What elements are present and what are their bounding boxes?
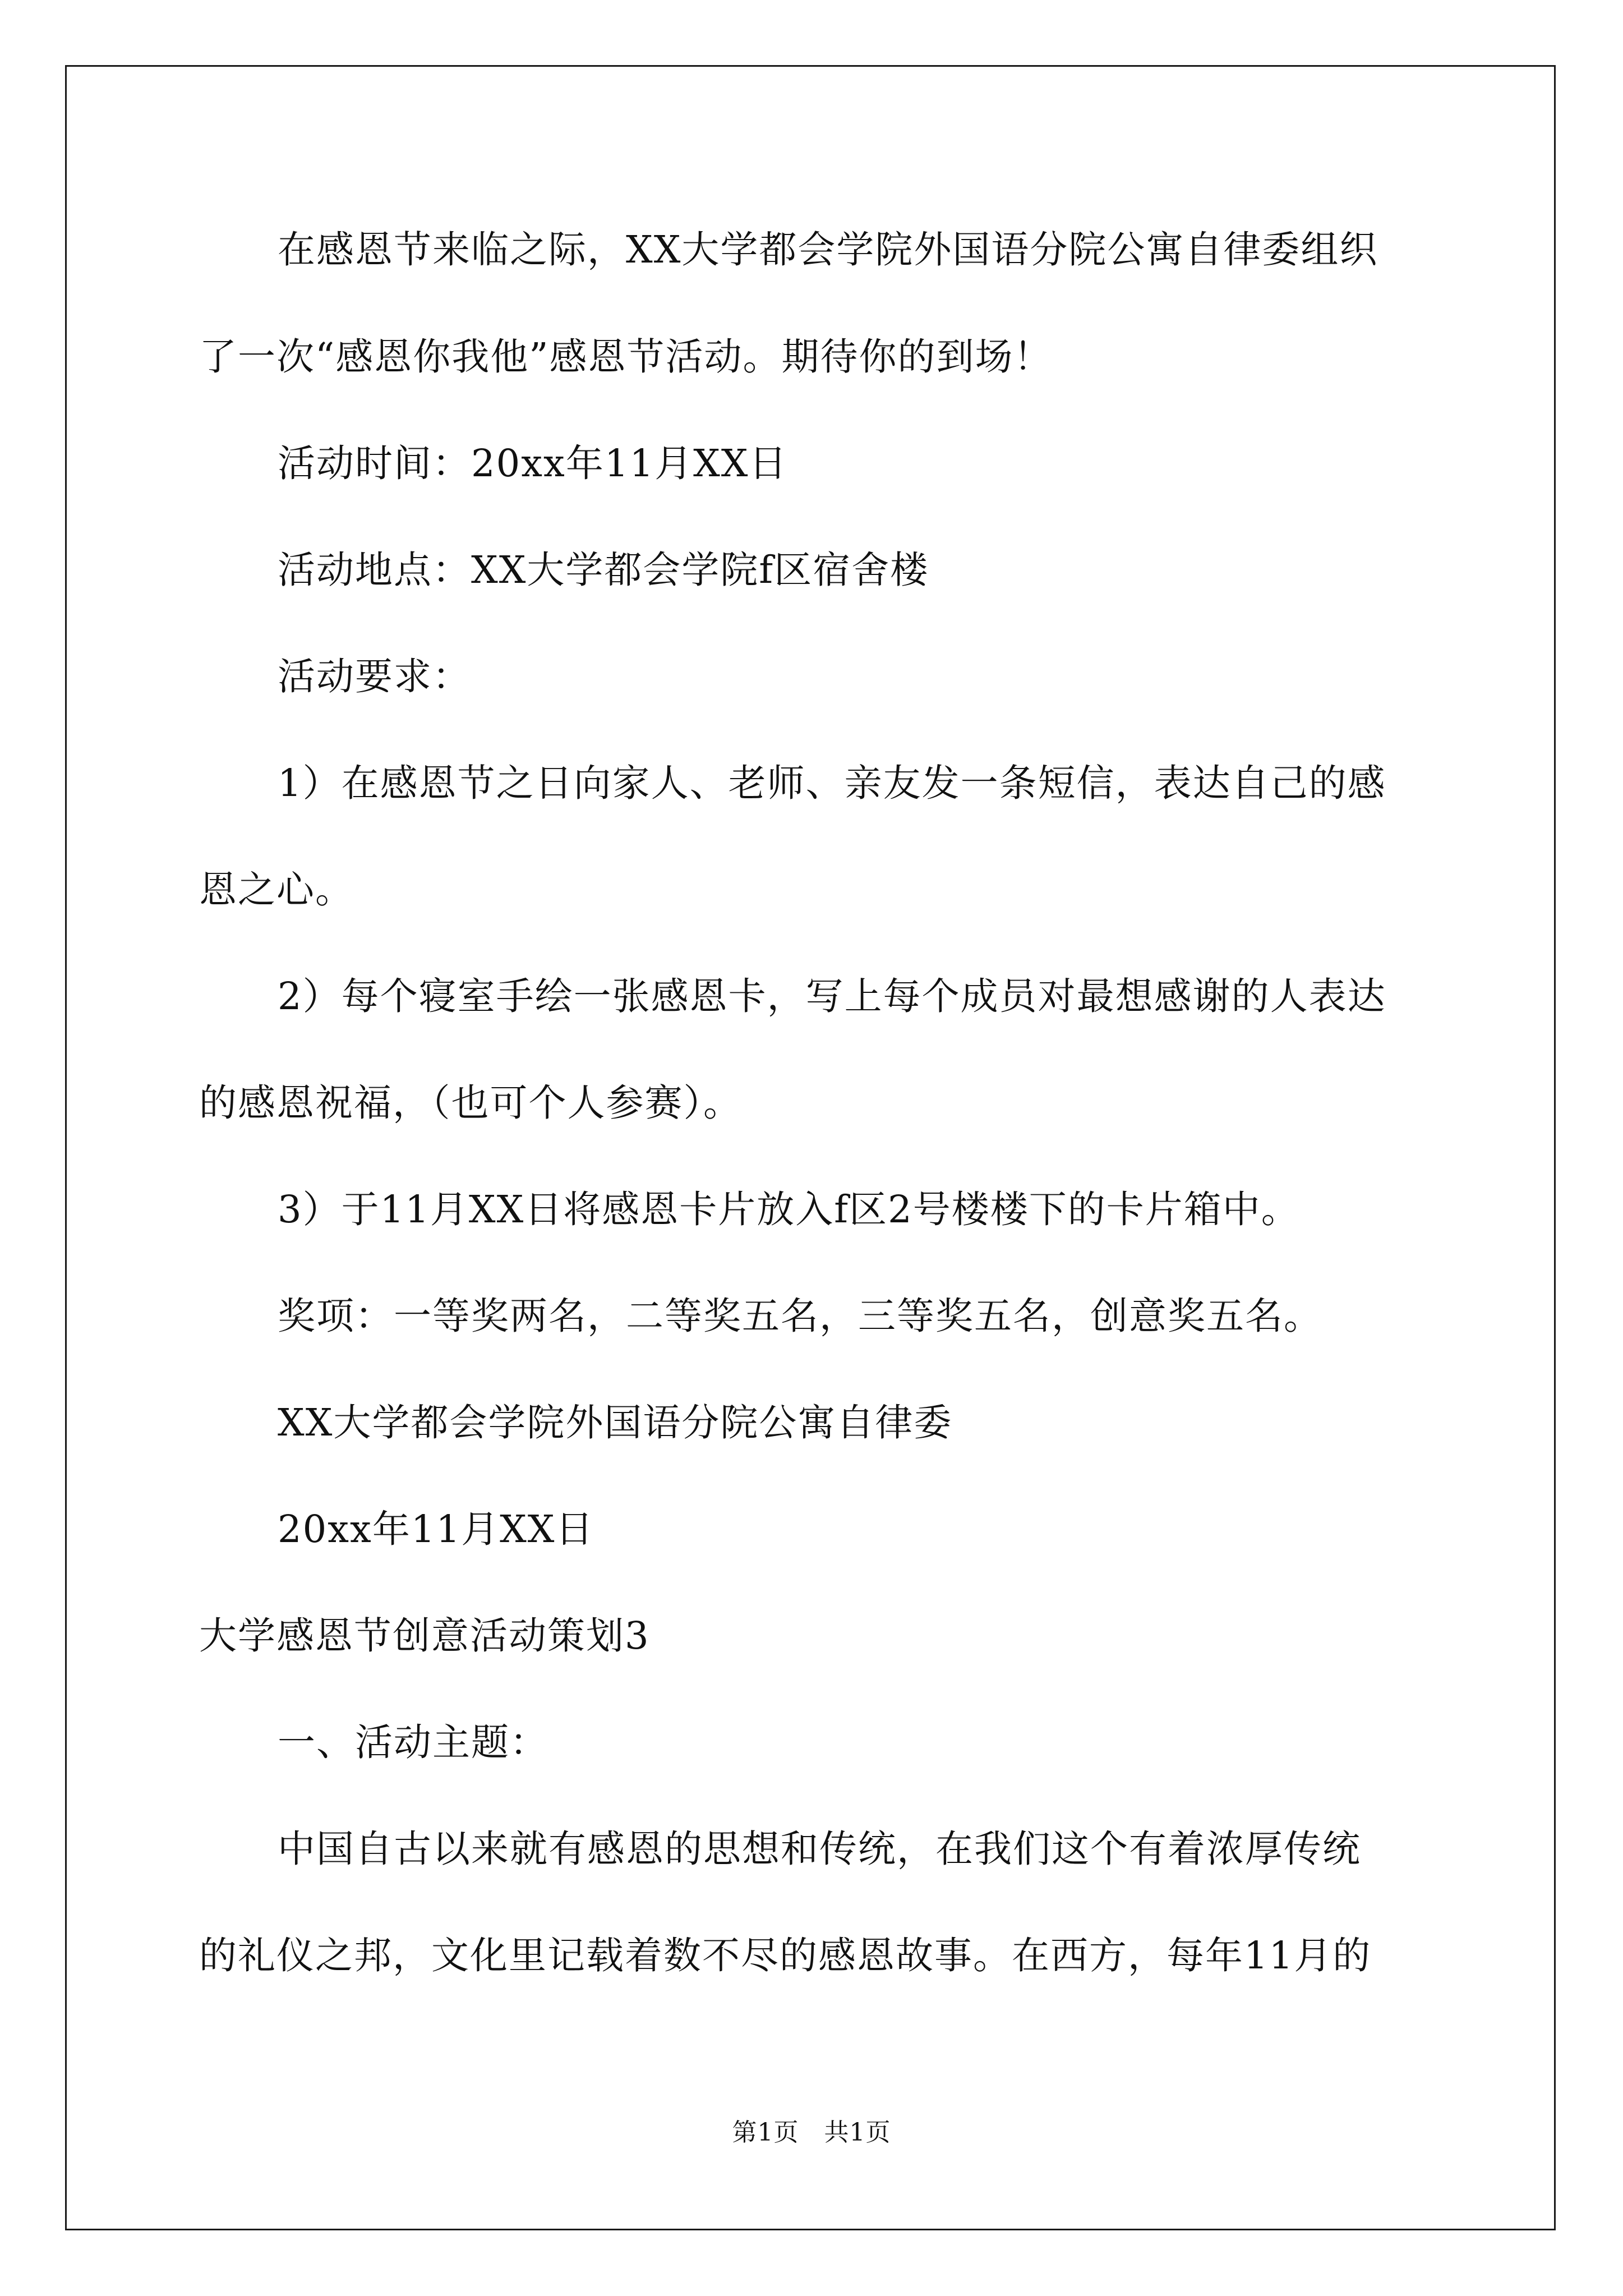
activity-time: 活动时间：20xx年11月XX日 [278, 441, 788, 485]
page-border [65, 65, 1556, 2230]
signature-organization: XX大学都会学院外国语分院公寓自律委 [278, 1401, 953, 1444]
paragraph-intro-line-2: 了一次“感恩你我他”感恩节活动。期待你的到场！ [199, 335, 1053, 379]
section-heading-theme: 一、活动主题： [278, 1720, 548, 1764]
awards: 奖项：一等奖两名，二等奖五名，三等奖五名，创意奖五名。 [278, 1294, 1322, 1338]
signature-date: 20xx年11月XX日 [278, 1507, 594, 1551]
paragraph-theme-line-2: 的礼仪之邦，文化里记载着数不尽的感恩故事。在西方，每年11月的 [199, 1934, 1372, 1977]
requirement-3: 3）于11月XX日将感恩卡片放入f区2号楼楼下的卡片箱中。 [278, 1188, 1300, 1231]
requirement-1-line-1: 1）在感恩节之日向家人、老师、亲友发一条短信，表达自己的感 [278, 761, 1386, 805]
paragraph-intro-line-1: 在感恩节来临之际，XX大学都会学院外国语分院公寓自律委组织 [278, 228, 1378, 272]
activity-requirements-heading: 活动要求： [278, 655, 471, 698]
requirement-2-line-1: 2）每个寝室手绘一张感恩卡，写上每个成员对最想感谢的人表达 [278, 974, 1386, 1018]
requirement-2-line-2: 的感恩祝福，（也可个人参赛）。 [199, 1081, 742, 1125]
section-title: 大学感恩节创意活动策划3 [199, 1614, 650, 1658]
requirement-1-line-2: 恩之心。 [199, 868, 354, 912]
page-number-footer: 第1页 共1页 [732, 2118, 891, 2147]
activity-location: 活动地点：XX大学都会学院f区宿舍楼 [278, 548, 929, 592]
paragraph-theme-line-1: 中国自古以来就有感恩的思想和传统，在我们这个有着浓厚传统 [278, 1827, 1361, 1871]
